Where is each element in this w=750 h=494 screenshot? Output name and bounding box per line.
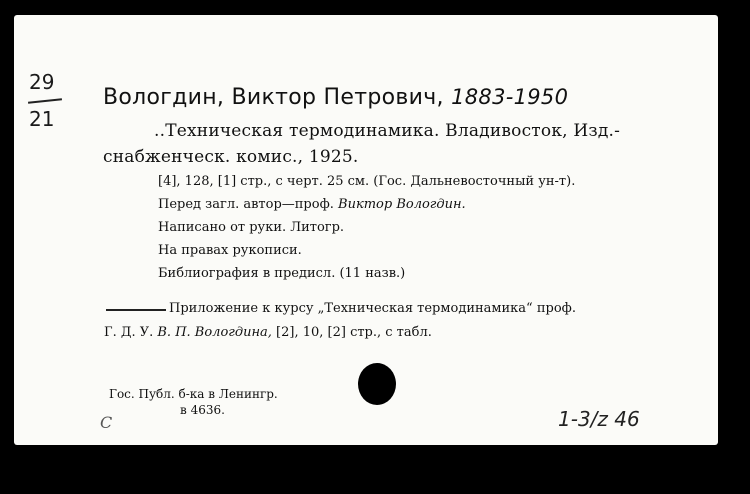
publisher-line: снабженческ. комис., 1925. xyxy=(103,147,359,167)
physical-description: [4], 128, [1] стр., с черт. 25 см. (Гос. Дальневосточный ун-т). xyxy=(158,174,576,189)
pencil-scribble: C xyxy=(100,413,113,432)
author-name: Вологдин, Виктор Петрович, xyxy=(103,85,444,110)
handwritten-note: Написано от руки. Литогр. xyxy=(158,220,345,235)
punch-hole xyxy=(358,363,396,405)
catalog-card xyxy=(14,15,718,445)
author-note-name: Виктор Вологдин. xyxy=(338,197,466,212)
rights-note: На правах рукописи. xyxy=(158,243,302,258)
holding-shelfmark: в 4636. xyxy=(180,403,225,417)
call-number-divider xyxy=(28,98,62,104)
author-note xyxy=(158,197,466,212)
call-number-bottom: 21 xyxy=(29,107,55,131)
supplement-line-1: Приложение к курсу „Техническая термодинамика“ проф. xyxy=(169,301,576,316)
author-heading xyxy=(103,85,568,110)
supplement-prefix: Г. Д. У. xyxy=(104,325,154,340)
call-number-top: 29 xyxy=(29,70,55,94)
supplement-dash xyxy=(106,309,166,311)
author-dates: 1883-1950 xyxy=(451,85,569,109)
title-line: ..Техническая термодинамика. Владивосток, Изд.- xyxy=(154,121,621,141)
supplement-line-2 xyxy=(104,325,432,340)
bibliography-note: Библиография в предисл. (11 назв.) xyxy=(158,266,406,281)
supplement-author: В. П. Вологдина, xyxy=(157,325,272,340)
handwritten-shelfmark: 1-3/z 46 xyxy=(558,407,640,431)
holding-library: Гос. Публ. б-ка в Ленингр. xyxy=(109,387,278,401)
author-note-prefix: Перед загл. автор—проф. xyxy=(158,197,334,212)
supplement-extent: [2], 10, [2] стр., с табл. xyxy=(276,325,432,340)
